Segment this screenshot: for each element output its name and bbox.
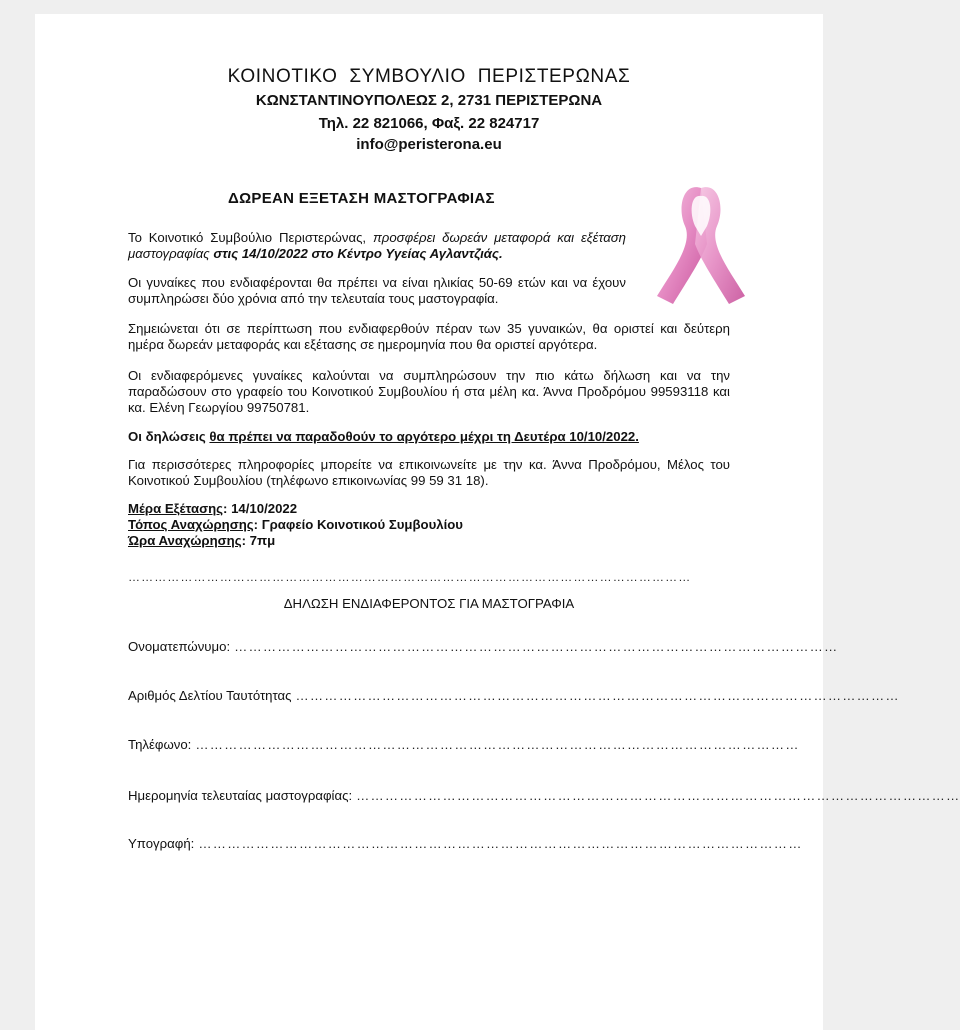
full-name-dotted-line[interactable]: ……………………………………………………………………………………………………………… [234,639,839,654]
id-card-label: Αριθμός Δελτίου Ταυτότητας [128,688,292,703]
document-page [35,14,960,1030]
signature-field[interactable] [128,836,803,851]
council-phone-fax: Τηλ. 22 821066, Φαξ. 22 824717 [318,115,540,132]
paragraph-contact: Για περισσότερες πληροφορίες μπορείτε να επικοινωνείτε με την κα. Άννα Προδρόμου, Μέλος του Κοινοτικού Συμβουλίου (τηλέφωνο επικοινωνίας 99 59 31 18). [128,457,730,488]
council-email: info@peristerona.eu [356,136,502,153]
paragraph-offer [128,230,626,262]
id-card-field[interactable] [128,688,900,703]
phone-label: Τηλέφωνο: [128,737,192,752]
paragraph-submission: Οι ενδιαφερόμενες γυναίκες καλούνται να συμπληρώσουν την πιο κάτω δήλωση και να την παραδώσουν στο γραφείο του Κοινοτικού Συμβουλίου ή στα μέλη κα. Άννα Προδρόμου 99593118 και κα. Ελένη Γεωργίου 99750781. [128,368,730,415]
council-address: ΚΩΝΣΤΑΝΤΙΝΟΥΠΟΛΕΩΣ 2, 2731 ΠΕΡΙΣΤΕΡΩΝΑ [255,92,603,109]
exam-day-label: Μέρα Εξέτασης [128,501,224,516]
deadline-date: θα πρέπει να παραδοθούν το αργότερο μέχρι τη Δευτέρα 10/10/2022. [209,429,639,444]
departure-time-row [128,533,463,549]
exam-day-value: : 14/10/2022 [223,501,298,516]
departure-place-label: Τόπος Αναχώρησης [128,517,254,532]
offer-date-location: στις 14/10/2022 στο Κέντρο Υγείας Αγλαντζιάς. [213,246,503,261]
paragraph-eligibility: Οι γυναίκες που ενδιαφέρονται θα πρέπει να είναι ηλικίας 50-69 ετών και να έχουν συμπληρώσει δύο χρόνια από την τελευταία τους μαστογραφία. [128,275,626,306]
last-mammogram-field[interactable] [128,788,960,803]
full-name-field[interactable] [128,639,839,654]
announcement-title: ΔΩΡΕΑΝ ΕΞΕΤΑΣΗ ΜΑΣΤΟΓΡΑΦΙΑΣ [228,190,495,207]
signature-label: Υπογραφή: [128,836,195,851]
departure-time-value: : 7πμ [241,533,276,548]
departure-place-row [128,517,463,533]
paragraph-deadline [128,429,730,445]
cut-line-separator: ………………………………………………………………………………………………………………… [128,570,692,584]
pink-ribbon-icon [653,178,749,308]
id-card-dotted-line[interactable]: ……………………………………………………………………………………………………………… [295,688,900,703]
offer-italic: προσφέρει δωρεάν μεταφορά και εξέταση μαστογραφίας [128,230,626,261]
phone-field[interactable] [128,737,800,752]
phone-dotted-line[interactable]: ……………………………………………………………………………………………………………… [195,737,800,752]
offer-intro: Το Κοινοτικό Συμβούλιο Περιστερώνας, [128,230,373,245]
council-name: ΚΟΙΝΟΤΙΚΟ ΣΥΜΒΟΥΛΙΟ ΠΕΡΙΣΤΕΡΩΝΑΣ [227,66,631,87]
paragraph-second-day: Σημειώνεται ότι σε περίπτωση που ενδιαφερθούν πέραν των 35 γυναικών, θα οριστεί και δεύτερη ημέρα δωρεάν μεταφοράς και εξέτασης σε ημερομηνία που θα οριστεί αργότερα. [128,321,730,352]
exam-day-row [128,501,463,517]
last-mammogram-dotted-line[interactable]: ……………………………………………………………………………………………………………… [356,788,960,803]
departure-place-value: : Γραφείο Κοινοτικού Συμβουλίου [253,517,463,532]
full-name-label: Ονοματεπώνυμο: [128,639,231,654]
signature-dotted-line[interactable]: ……………………………………………………………………………………………………………… [198,836,803,851]
deadline-intro: Οι δηλώσεις [128,429,210,444]
last-mammogram-label: Ημερομηνία τελευταίας μαστογραφίας: [128,788,353,803]
exam-details [128,501,463,549]
form-title: ΔΗΛΩΣΗ ΕΝΔΙΑΦΕΡΟΝΤΟΣ ΓΙΑ ΜΑΣΤΟΓΡΑΦΙΑ [283,596,575,611]
departure-time-label: Ώρα Αναχώρησης [128,533,242,548]
